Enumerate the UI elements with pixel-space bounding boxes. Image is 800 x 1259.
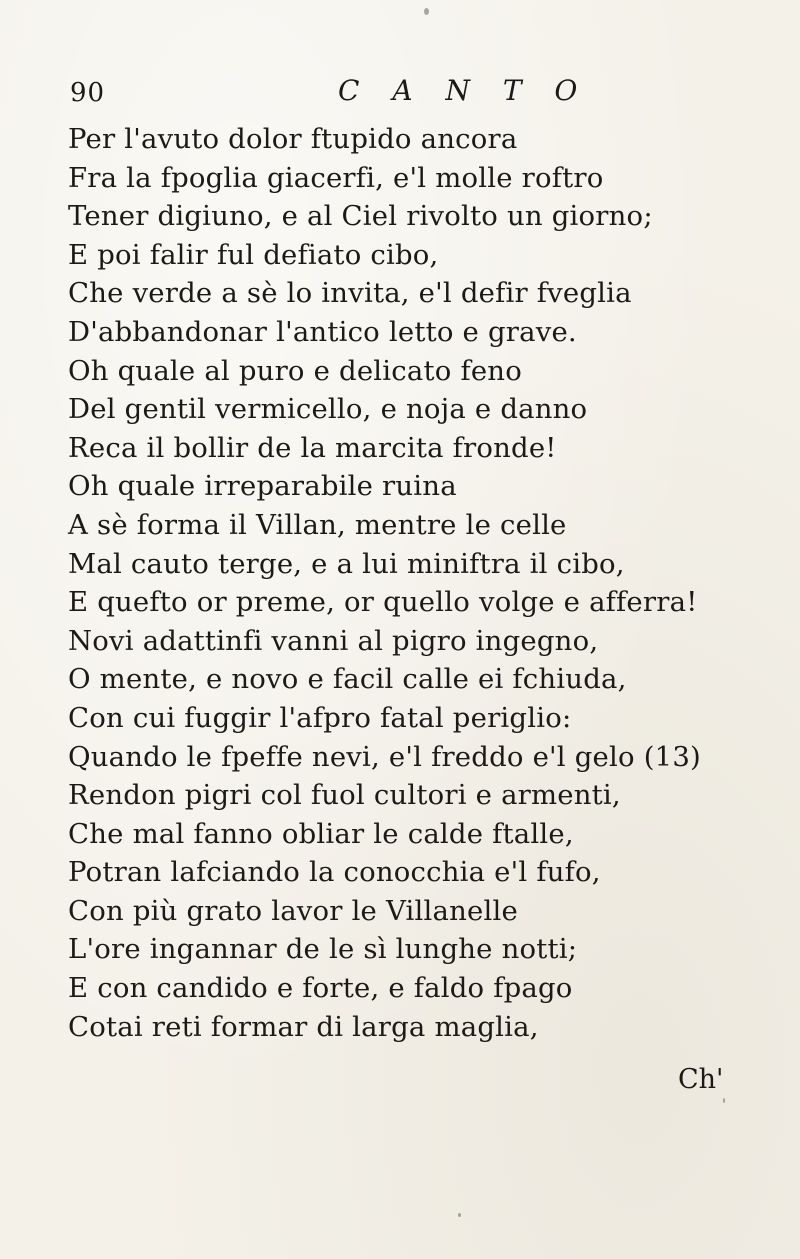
verse-line: Che verde a sè lo invita, e'l defir fveglia	[68, 277, 632, 310]
catchword: Ch'	[678, 1064, 724, 1095]
verse-line: Potran lafciando la conocchia e'l fufo,	[68, 856, 601, 889]
verse-line: Tener digiuno, e al Ciel rivolto un giorno;	[68, 200, 653, 233]
verse-line: Oh quale irreparabile ruina	[68, 470, 457, 503]
verse-line: Quando le fpeffe nevi, e'l freddo e'l gelo (13)	[68, 740, 701, 773]
paper-speck	[458, 1213, 461, 1217]
verse-line: Per l'avuto dolor ftupido ancora	[68, 123, 518, 155]
verse-line: Oh quale al puro e delicato feno	[68, 354, 522, 387]
paper-speck	[723, 1098, 725, 1103]
verse-line: Cotai reti formar di larga maglia,	[68, 1010, 539, 1043]
verse-line: E poi falir ful defiato cibo,	[68, 238, 439, 271]
verse-line: E con candido e forte, e faldo fpago	[68, 972, 573, 1005]
running-head: C A N T O	[338, 74, 590, 107]
verse-line: O mente, e novo e facil calle ei fchiuda,	[68, 663, 627, 696]
poem-verses	[68, 120, 768, 1046]
page-number: 90	[70, 78, 106, 108]
verse-line: Con cui fuggir l'afpro fatal periglio:	[68, 701, 572, 734]
verse-line: A sè forma il Villan, mentre le celle	[68, 508, 567, 541]
verse-line: Con più grato lavor le Villanelle	[68, 894, 518, 927]
verse-line: D'abbandonar l'antico letto e grave.	[68, 315, 577, 348]
verse-line: Del gentil vermicello, e noja e danno	[68, 393, 588, 426]
verse-line: Rendon pigri col fuol cultori e armenti,	[68, 779, 621, 812]
verse-line: Fra la fpoglia giacerfi, e'l molle roftro	[68, 161, 604, 194]
paper-speck	[424, 8, 429, 15]
verse-line: L'ore ingannar de le sì lunghe notti;	[68, 933, 578, 966]
verse-line: E quefto or preme, or quello volge e afferra!	[68, 586, 698, 619]
verse-line: Mal cauto terge, e a lui miniftra il cibo,	[68, 547, 625, 580]
verse-line: Novi adattinfi vanni al pigro ingegno,	[68, 624, 599, 657]
verse-line: Che mal fanno obliar le calde ftalle,	[68, 817, 574, 850]
verse-line: Reca il bollir de la marcita fronde!	[68, 431, 557, 464]
